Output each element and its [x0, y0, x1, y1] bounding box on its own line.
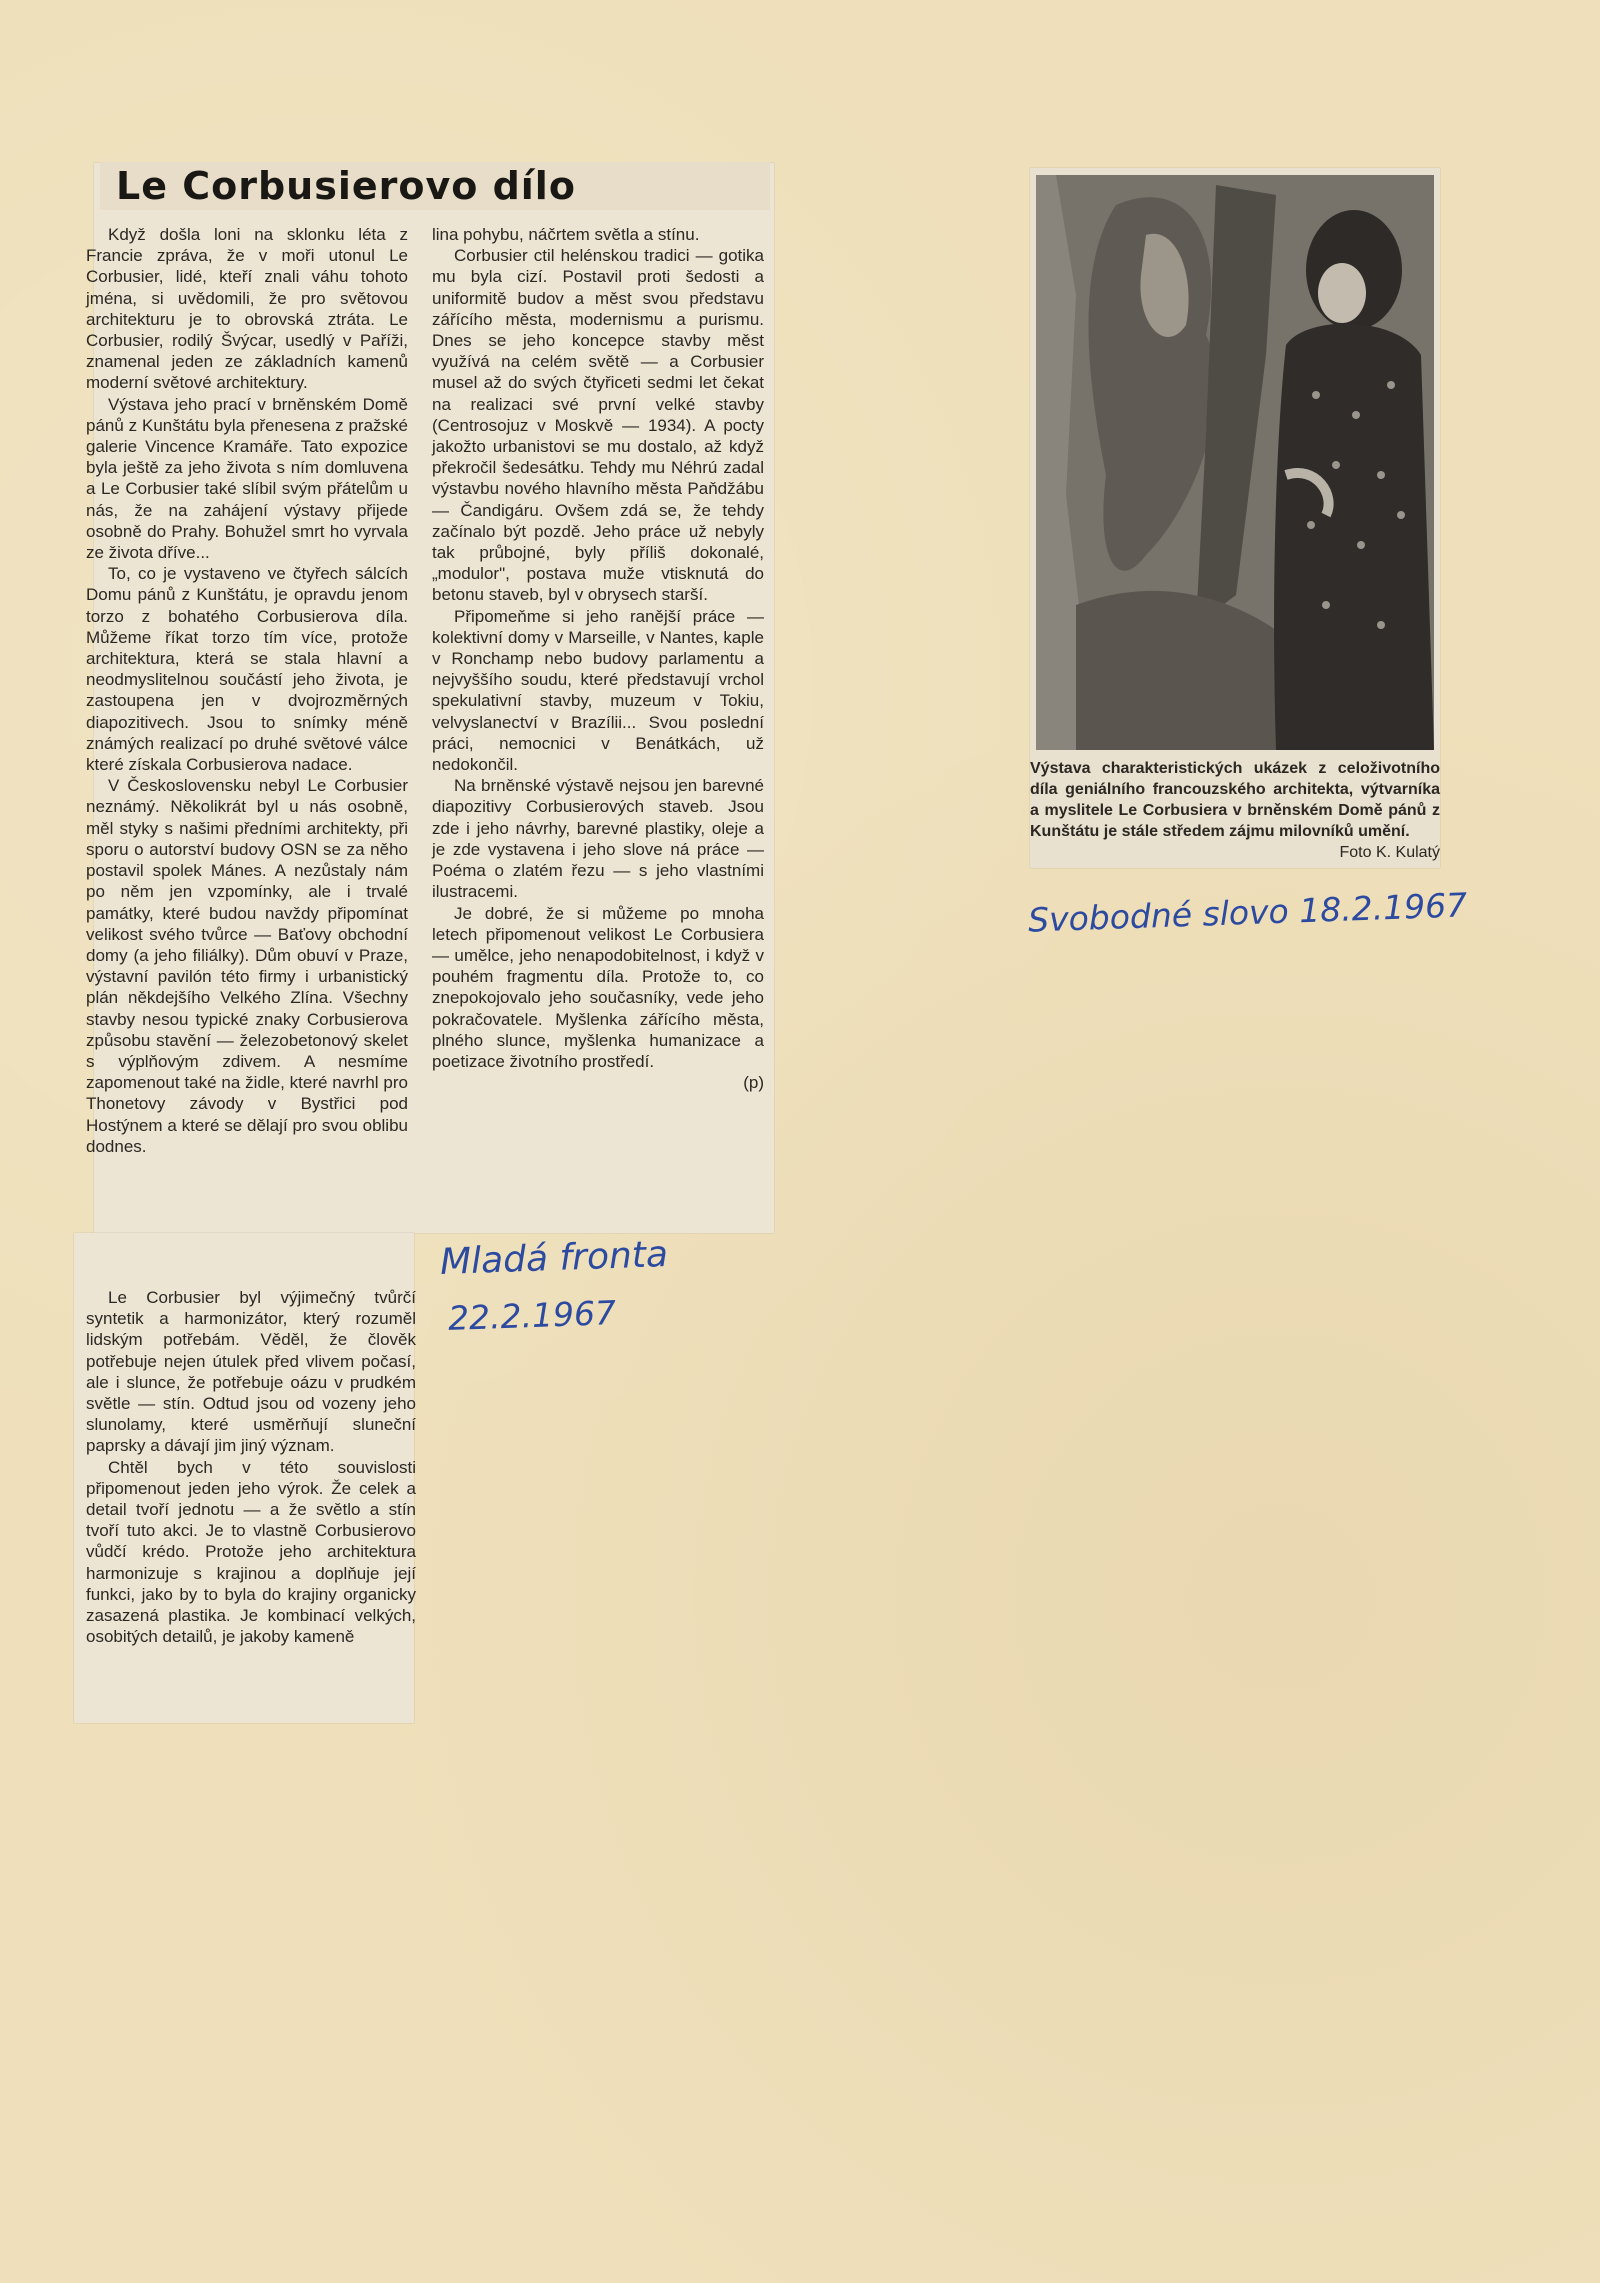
author-signature: (p)	[743, 1073, 764, 1093]
article-column-left-continuation	[86, 1287, 416, 1647]
paragraph: Chtěl bych v této souvislosti připomenout jeden jeho výrok. Že celek a detail tvoří jednotu — a že světlo a stín tvoří tuto akci. Je to vlastně Corbusierovo vůdčí krédo. Protože jeho architektura harmonizuje s krajinou a doplňuje její funkci, jako by to byla do krajiny organicky zasazená plastika. Je kombinací velkých, osobitých detailů, je jakoby kameně	[86, 1457, 416, 1647]
paragraph: Když došla loni na sklonku léta z Francie zpráva, že v moři utonul Le Corbusier, lidé, kteří znali váhu tohoto jména, si uvědomili, že pro světovou architekturu je to obrovská ztráta. Le Corbusier, rodilý Švýcar, usedlý v Paříži, znamenal jeden ze základních kamenů moderní světové architektury.	[86, 225, 408, 393]
paragraph: Corbusier ctil helénskou tradici — gotika mu byla cizí. Postavil proti šedosti a uniformitě budov a měst svou představu zářícího města, modernismu a purismu. Dnes se jeho koncepce stavby měst využívá na celém světě — a Corbusier musel až do svých čtyřiceti sedmi let čekat na realizaci své první velké stavby (Centrosojuz v Moskvě — 1934). A pocty jakožto urbanistovi se mu dostalo, až když překročil šedesátku. Tehdy mu Néhrú zadal výstavbu nového hlavního města Paňdžábu — Čandigáru. Ovšem zdá se, že tehdy začínalo být pozdě. Jeho práce už nebyly tak průbojné, byly příliš dokonalé, „modulor", postava muže vtisknutá do betonu staveb, byl v obrysech starší.	[432, 246, 764, 605]
photo-image	[1036, 175, 1434, 750]
handwritten-date-mlada-fronta: 22.2.1967	[447, 1293, 617, 1338]
article-column-left	[86, 224, 408, 1157]
handwritten-source-mlada-fronta: Mladá fronta	[439, 1234, 669, 1283]
paragraph: Výstava jeho prací v brněnském Domě pánů z Kunštátu byla přenesena z pražské galerie Vincence Kramáře. Tato expozice byla ještě za jeho života s ním domluvena a Le Corbusier také slíbil svým přátelům u nás, že na zahájení výstavy přijede osobně do Prahy. Bohužel smrt ho vyrvala ze života dříve...	[86, 394, 408, 563]
paragraph: Je dobré, že si můžeme po mnoha letech připomenout velikost Le Corbusiera — umělce, jeho nenapodobitelnost, i když v pouhém fragmentu díla. Protože to, co znepokojovalo jeho současníky, vede jeho pokračovatele. Myšlenka zářícího města, plného slunce, myšlenka humanizace a poetizace životního prostředí.	[432, 903, 764, 1071]
paragraph: Na brněnské výstavě nejsou jen barevné diapozitivy Corbusierových staveb. Jsou zde i jeho návrhy, barevné plastiky, oleje a je zde vystavena i jeho slove ná práce — Poéma o zlatém řezu — s jeho vlastními ilustracemi.	[432, 776, 764, 902]
paragraph: Připomeňme si jeho ranější práce — kolektivní domy v Marseille, v Nantes, kaple v Ronchamp nebo budovy parlamentu a nejvyššího soudu, které představují vrchol spekulativní stavby, muzeum v Tokiu, velvyslanectví v Brazílii... Svou poslední práci, nemocnici v Benátkách, už nedokončil.	[432, 606, 764, 775]
handwritten-source-svobodne-slovo: Svobodné slovo 18.2.1967	[1027, 885, 1468, 940]
article-column-right	[432, 224, 764, 1093]
article-headline: Le Corbusierovo dílo	[100, 162, 770, 210]
paragraph: V Československu nebyl Le Corbusier neznámý. Několikrát byl u nás osobně, měl styky s našimi předními architekty, při sporu o autorství budovy OSN se za něho postavil spolek Mánes. A nezůstaly nám po něm jen vzpomínky, ale i trvalé památky, které budou navždy připomínat velikost svého tvůrce — Baťovy obchodní domy (a jeho filiálky). Dům obuví v Praze, výstavní pavilón této firmy i urbanistický plán někdejšího Velkého Zlína. Všechny stavby nesou typické znaky Corbusierova způsobu stavění — železobetonový skelet s výplňovým zdivem. A nesmíme zapomenout také na židle, které navrhl pro Thonetovy závody v Bystřici pod Hostýnem a které se dělají pro svou oblibu dodnes.	[86, 776, 408, 1156]
paragraph: To, co je vystaveno ve čtyřech sálcích Domu pánů z Kunštátu, je opravdu jenom torzo z bohatého Corbusierova díla. Můžeme říkat torzo tím více, protože architektura, která se stala hlavní a neodmyslitelnou součástí jeho života, je zastoupena jen v dvojrozměrných diapozitivech. Jsou to snímky méně známých realizací po druhé světové válce které získala Corbusierova nadace.	[86, 564, 408, 775]
paragraph: lina pohybu, náčrtem světla a stínu.	[432, 225, 700, 244]
photo-credit: Foto K. Kulatý	[1339, 844, 1440, 861]
exhibition-photo	[1036, 175, 1434, 750]
caption-text: Výstava charakteristických ukázek z celoživotního díla geniálního francouzského architekta, výtvarníka a myslitele Le Corbusiera v brněnském Domě pánů z Kunštátu je stále středem zájmu milovníků umění.	[1030, 760, 1440, 840]
paragraph: Le Corbusier byl výjimečný tvůrčí syntetik a harmonizátor, který rozuměl lidským potřebám. Věděl, že člověk potřebuje nejen útulek před vlivem počasí, ale i slunce, že potřebuje oázu v prudkém světle — stín. Odtud jsou od vozeny jeho slunolamy, které usměrňují sluneční paprsky a dávají jim jiný význam.	[86, 1288, 416, 1456]
photo-caption	[1030, 758, 1440, 863]
